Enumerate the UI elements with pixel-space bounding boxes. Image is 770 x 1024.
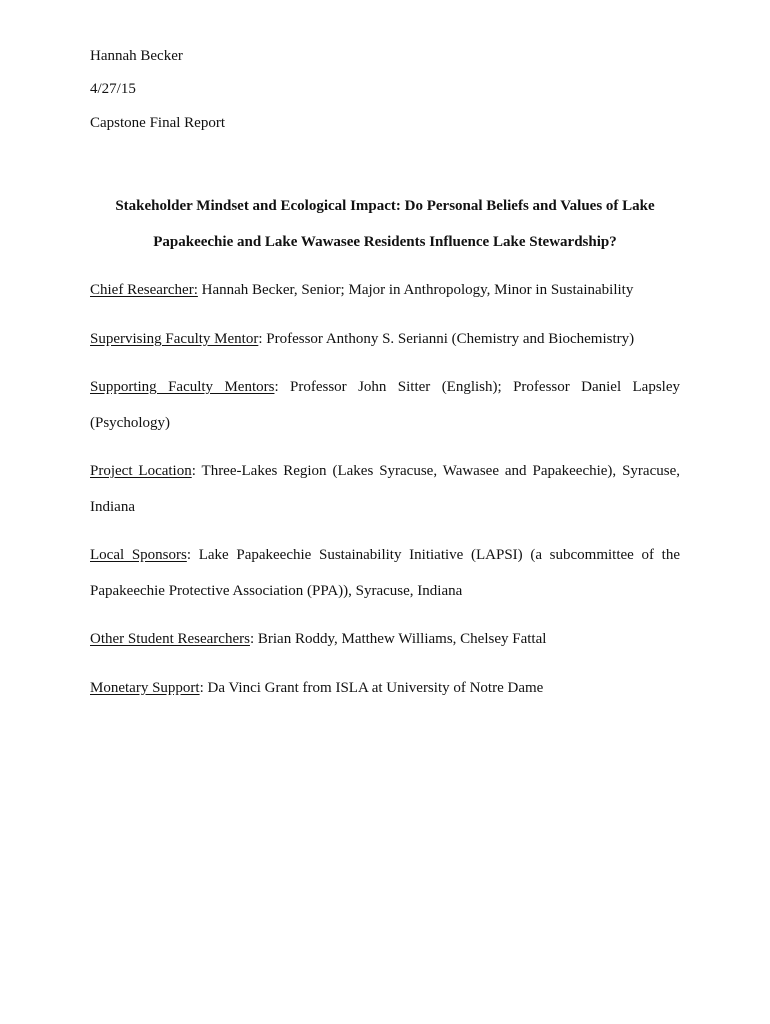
monetary-support-label: Monetary Support xyxy=(90,680,200,696)
supervising-mentor-value: : Professor Anthony S. Serianni (Chemistry and Biochemistry) xyxy=(258,331,635,347)
supervising-mentor-label: Supervising Faculty Mentor xyxy=(90,331,259,347)
local-sponsors-value: : Lake Papakeechie Sustainability Initiative (LAPSI) (a subcommittee of the Papakeechie Protective Association (PPA)), Syracuse, Indiana xyxy=(90,547,680,599)
supporting-mentors-field xyxy=(90,369,680,441)
project-location-value: : Three-Lakes Region (Lakes Syracuse, Wawasee and Papakeechie), Syracuse, Indiana xyxy=(90,463,680,515)
supporting-mentors-label: Supporting Faculty Mentors xyxy=(90,379,275,395)
chief-researcher-value: Hannah Becker, Senior; Major in Anthropology, Minor in Sustainability xyxy=(197,282,634,298)
chief-researcher-label: Chief Researcher: xyxy=(90,282,198,298)
supporting-mentors-value: : Professor John Sitter (English); Professor Daniel Lapsley (Psychology) xyxy=(90,379,680,431)
project-location-field xyxy=(90,453,680,525)
supervising-mentor-field xyxy=(90,321,680,357)
report-type: Capstone Final Report xyxy=(90,115,225,131)
monetary-support-value: : Da Vinci Grant from ISLA at University of Notre Dame xyxy=(199,680,544,696)
author-name: Hannah Becker xyxy=(90,48,183,64)
report-date: 4/27/15 xyxy=(90,81,136,97)
project-location-label: Project Location xyxy=(90,463,192,479)
monetary-support-field xyxy=(90,670,680,706)
other-researchers-value: : Brian Roddy, Matthew Williams, Chelsey Fattal xyxy=(249,631,547,647)
other-researchers-label: Other Student Researchers xyxy=(90,631,250,647)
local-sponsors-field xyxy=(90,537,680,609)
local-sponsors-label: Local Sponsors xyxy=(90,547,187,563)
other-researchers-field xyxy=(90,621,680,657)
report-title-line-1: Stakeholder Mindset and Ecological Impact: Do Personal Beliefs and Values of Lake xyxy=(115,198,655,214)
report-title-line-2: Papakeechie and Lake Wawasee Residents Influence Lake Stewardship? xyxy=(153,234,617,250)
chief-researcher-field xyxy=(90,272,680,308)
